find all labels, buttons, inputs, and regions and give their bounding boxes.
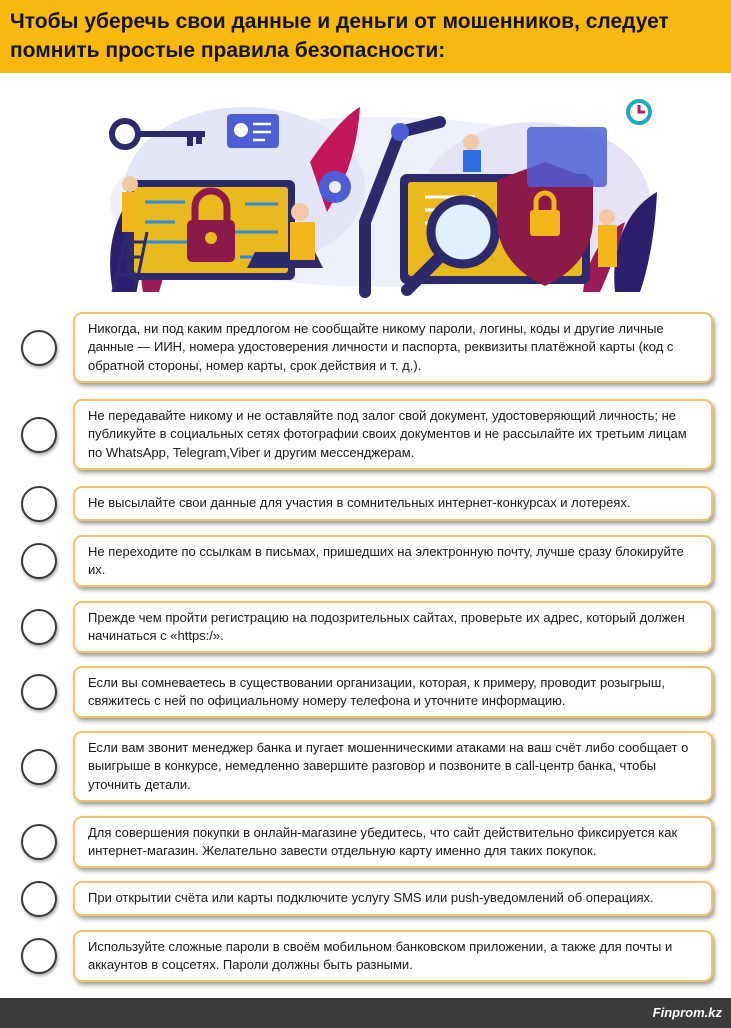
person-head-icon [122, 176, 138, 192]
key-head-icon [112, 121, 138, 147]
keyhole-icon [205, 232, 217, 244]
gear-hole-icon [329, 181, 341, 193]
bullet-circle-icon [21, 938, 57, 974]
tip-box [73, 881, 713, 916]
shield-lock-icon [530, 210, 560, 236]
tip-box [73, 399, 713, 470]
bullet-circle-icon [21, 674, 57, 710]
tip-text: Используйте сложные пароли в своём мобильном банковском приложении, а также для почты и аккаунтов в соцсетях. Пароли должны быть разными. [88, 938, 673, 972]
tip-box [73, 486, 713, 521]
brand-label: Finprom.kz [652, 1005, 722, 1020]
gear-icon [234, 123, 248, 137]
person-body-icon [122, 192, 138, 232]
person-head-icon [291, 203, 309, 221]
window-icon [527, 127, 607, 187]
person-head-icon [599, 209, 615, 225]
bullet-circle-icon [21, 330, 57, 366]
tip-text: Не передавайте никому и не оставляйте под залог свой документ, удостоверяющий личность; не публикуйте в социальных сетях фотографии своих документов и не рассылайте их третьим лицам по WhatsApp, Telegram,Viber и другим мессенджерам. [88, 407, 687, 460]
bullet-circle-icon [21, 543, 57, 579]
tip-item [0, 666, 731, 718]
clock-hands-icon [639, 105, 645, 112]
tip-box [73, 816, 713, 868]
tip-text: Прежде чем пройти регистрацию на подозрительных сайтах, проверьте их адрес, который должен начинаться с «https:/». [88, 609, 685, 643]
tip-box [73, 666, 713, 718]
tip-item [0, 399, 731, 470]
tip-box [73, 930, 713, 982]
bullet-circle-icon [21, 417, 57, 453]
bullet-circle-icon [21, 749, 57, 785]
page-title: Чтобы уберечь свои данные и деньги от мошенников, следует помнить простые правила безопасности: [10, 10, 669, 62]
tip-box [73, 601, 713, 653]
tip-item [0, 486, 731, 521]
tip-box [73, 535, 713, 587]
tip-box [73, 312, 713, 383]
tip-text: Если вы сомневаетесь в существовании организации, которая, к примеру, проводит розыгрыш, свяжитесь с ней по официальному номеру телефона и уточните информацию. [88, 674, 665, 708]
tip-item [0, 881, 731, 916]
tip-item [0, 731, 731, 802]
tip-item [0, 601, 731, 653]
tip-item [0, 816, 731, 868]
header-banner [0, 0, 731, 73]
bullet-circle-icon [21, 824, 57, 860]
person-body-icon [463, 150, 481, 172]
tip-item [0, 930, 731, 982]
tip-text: При открытии счёта или карты подключите услугу SMS или push-уведомлений об операциях. [88, 890, 654, 906]
tip-text: Для совершения покупки в онлайн-магазине убедитесь, что сайт действительно фиксируется как интернет-магазин. Желательно завести отдельную карту именно для таких покупок. [88, 824, 678, 858]
robot-joint-icon [391, 123, 409, 141]
tip-text: Если вам звонит менеджер банка и пугает мошенническими атаками на ваш счёт либо сообщает о выигрыше в конкурсе, немедленно завершите разговор и позвоните в call-центр банка, чтобы уточнить детали. [88, 739, 689, 792]
footer-bar [0, 998, 731, 1028]
cyber-security-illustration [95, 92, 665, 302]
tip-box [73, 731, 713, 802]
person-head-icon [463, 134, 479, 150]
tip-item [0, 312, 731, 383]
tip-text: Не переходите по ссылкам в письмах, пришедших на электронную почту, лучше сразу блокируйте их. [88, 543, 684, 577]
tip-text: Никогда, ни под каким предлогом не сообщайте никому пароли, логины, коды и другие личные данные — ИИН, номера удостоверения личности и паспорта, реквизиты платёжной карты (код с обратной стороны, номер карты, срок действия и т. д.). [88, 320, 674, 373]
bullet-circle-icon [21, 881, 57, 917]
tip-item [0, 535, 731, 587]
person-body-icon [290, 222, 315, 260]
tip-text: Не высылайте свои данные для участия в сомнительных интернет-конкурсах и лотереях. [88, 495, 631, 511]
bullet-circle-icon [21, 486, 57, 522]
bullet-circle-icon [21, 609, 57, 645]
person-body-icon [598, 225, 617, 267]
